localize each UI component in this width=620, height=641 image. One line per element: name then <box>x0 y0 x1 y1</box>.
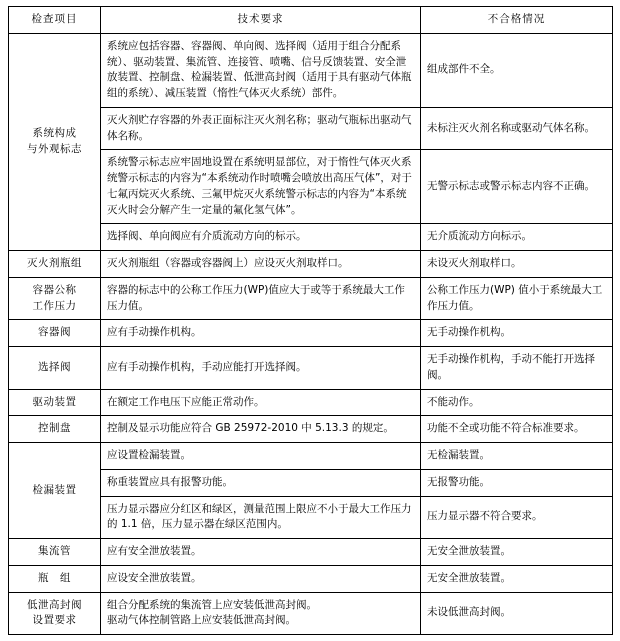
row-failure: 无手动操作机构，手动不能打开选择阀。 <box>421 347 613 390</box>
row-item-label-line2: 工作压力 <box>32 299 77 312</box>
row-requirement: 控制及显示功能应符合 GB 25972-2010 中 5.13.3 的规定。 <box>101 416 421 443</box>
table-row <box>9 277 613 320</box>
row-failure: 无警示标志或警示标志内容不正确。 <box>421 150 613 224</box>
row-failure: 功能不全或功能不符合标准要求。 <box>421 416 613 443</box>
row-requirement: 容器的标志中的公称工作压力(WP)值应大于或等于系统最大工作压力值。 <box>101 277 421 320</box>
table-row <box>9 539 613 566</box>
row-item-label-line1: 低泄高封阀 <box>27 598 82 611</box>
column-header-requirement: 技术要求 <box>101 7 421 34</box>
row-failure: 无安全泄放装置。 <box>421 565 613 592</box>
row-item-label: 驱动装置 <box>9 389 101 416</box>
row-failure: 压力显示器不符合要求。 <box>421 496 613 539</box>
row-requirement: 应设置检漏装置。 <box>101 443 421 470</box>
row-failure: 无介质流动方向标示。 <box>421 224 613 251</box>
row-item-label <box>9 592 101 635</box>
row-failure: 未设低泄高封阀。 <box>421 592 613 635</box>
row-requirement: 系统警示标志应牢固地设置在系统明显部位，对于惰性气体灭火系统警示标志的内容为“本系统动作时喷嘴会喷放出高压气体”，对于七氟丙烷灭火系统、三氟甲烷灭火系统警示标志的内容为“本系统灭火时会分解产生一定量的氟化氢气体”。 <box>101 150 421 224</box>
table-row <box>9 443 613 470</box>
row-requirement: 应有手动操作机构，手动应能打开选择阀。 <box>101 347 421 390</box>
table-row <box>9 251 613 278</box>
table-row <box>9 592 613 635</box>
row-requirement: 灭火剂贮存容器的外表正面标注灭火剂名称；驱动气瓶标出驱动气体名称。 <box>101 107 421 150</box>
row-item-label-line1: 系统构成 <box>32 127 77 140</box>
table-row <box>9 416 613 443</box>
row-item-label <box>9 33 101 250</box>
row-item-label: 选择阀 <box>9 347 101 390</box>
row-requirement: 选择阀、单向阀应有介质流动方向的标示。 <box>101 224 421 251</box>
table-row <box>9 33 613 107</box>
row-failure: 无安全泄放装置。 <box>421 539 613 566</box>
row-failure: 不能动作。 <box>421 389 613 416</box>
table-header-row <box>9 7 613 34</box>
row-requirement: 应设安全泄放装置。 <box>101 565 421 592</box>
row-failure: 无报警功能。 <box>421 469 613 496</box>
column-header-failure: 不合格情况 <box>421 7 613 34</box>
row-item-label: 容器阀 <box>9 320 101 347</box>
row-item-label-line1: 容器公称 <box>32 283 77 296</box>
row-requirement: 在额定工作电压下应能正常动作。 <box>101 389 421 416</box>
row-item-label-line2: 与外观标志 <box>27 142 82 155</box>
row-requirement: 压力显示器应分红区和绿区，测量范围上限应不小于最大工作压力的 1.1 倍，压力显示器在绿区范围内。 <box>101 496 421 539</box>
table-row <box>9 565 613 592</box>
row-failure: 公称工作压力(WP) 值小于系统最大工作压力值。 <box>421 277 613 320</box>
row-requirement: 组合分配系统的集流管上应安装低泄高封阀。 驱动气体控制管路上应安装低泄高封阀。 <box>101 592 421 635</box>
row-item-label: 灭火剂瓶组 <box>9 251 101 278</box>
row-item-label: 控制盘 <box>9 416 101 443</box>
row-failure: 未设灭火剂取样口。 <box>421 251 613 278</box>
row-requirement: 称重装置应具有报警功能。 <box>101 469 421 496</box>
column-header-item: 检查项目 <box>9 7 101 34</box>
row-requirement: 应有手动操作机构。 <box>101 320 421 347</box>
row-requirement: 应有安全泄放装置。 <box>101 539 421 566</box>
row-requirement: 灭火剂瓶组（容器或容器阀上）应设灭火剂取样口。 <box>101 251 421 278</box>
row-item-label <box>9 277 101 320</box>
row-failure: 未标注灭火剂名称或驱动气体名称。 <box>421 107 613 150</box>
row-requirement: 系统应包括容器、容器阀、单向阀、选择阀（适用于组合分配系统）、驱动装置、集流管、连接管、喷嘴、信号反馈装置、安全泄放装置、控制盘、检漏装置、低泄高封阀（适用于具有驱动气体瓶组的系统）、减压装置（惰性气体灭火系统）部件。 <box>101 33 421 107</box>
row-item-label-line2: 设置要求 <box>32 614 77 627</box>
row-failure: 无手动操作机构。 <box>421 320 613 347</box>
table-row <box>9 347 613 390</box>
table-row <box>9 320 613 347</box>
row-item-label: 检漏装置 <box>9 443 101 539</box>
row-failure: 组成部件不全。 <box>421 33 613 107</box>
row-item-label: 瓶 组 <box>9 565 101 592</box>
row-item-label: 集流管 <box>9 539 101 566</box>
row-failure: 无检漏装置。 <box>421 443 613 470</box>
inspection-requirements-table <box>8 6 613 635</box>
table-row <box>9 389 613 416</box>
